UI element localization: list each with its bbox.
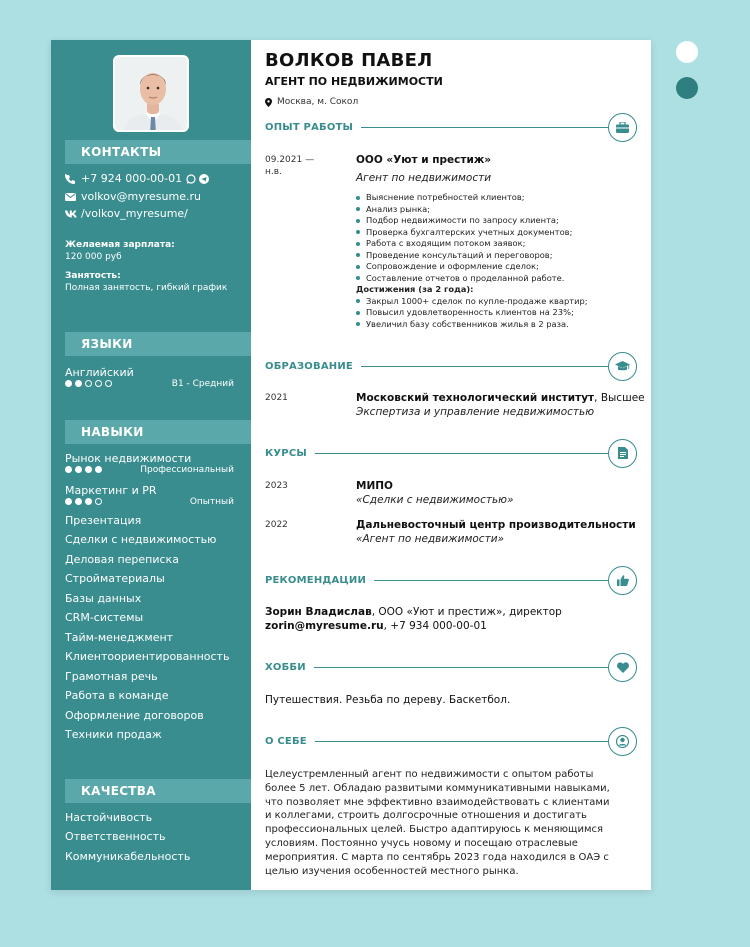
level-dot [75,498,82,505]
mail-icon [65,193,81,201]
quality-item: Ответственность [65,830,166,843]
decor-circle-teal [676,77,698,99]
language-level-dots [65,380,112,387]
skill-item: Базы данных [65,592,142,605]
salary-value: 120 000 руб [65,252,122,262]
education-degree: , Высшее [594,392,645,404]
decor-circle-white [676,41,698,63]
phone-row [65,172,209,185]
course-name: «Агент по недвижимости» [356,533,505,545]
experience-date: 09.2021 — [265,155,315,165]
level-dot [105,380,112,387]
phone-number[interactable]: +7 924 000-00-01 [81,172,183,185]
course-year: 2023 [265,481,288,491]
briefcase-icon [608,113,637,142]
duty-item: Проверка бухгалтерских учетных документов; [356,227,588,239]
email-row [65,190,201,203]
achievement-item: Повысил удовлетворенность клиентов на 23%; [356,307,588,319]
achievement-item: Закрыл 1000+ сделок по купле-продаже квартир; [356,296,588,308]
employment-value: Полная занятость, гибкий график [65,283,228,293]
course-org: Дальневосточный центр производительности [356,519,636,531]
phone-icon [65,174,81,184]
about-text: Целеустремленный агент по недвижимости с опытом работы более 5 лет. Обладаю развитыми коммуникативными навыками, что позволяет мне эффективно взаимодействовать с клиентами и коллегами, строить долгосрочные отношения и достигать профессиональных целей. Быстро адаптируюсь к меняющимся условиям. Постоянно учусь новому и посещаю отраслевые мероприятия. С марта по сентябрь 2023 года находился в ОАЭ с целью изучения особенностей местного рынка. [265,769,610,877]
skill-item: Сделки с недвижимостью [65,533,217,546]
level-dot [65,466,72,473]
duty-item: Проведение консультаций и переговоров; [356,250,588,262]
skill-item: Стройматериалы [65,572,165,585]
duty-item: Анализ рынка; [356,204,588,216]
duty-item: Работа с входящим потоком заявок; [356,238,588,250]
vk-row [65,207,188,220]
recommendations-title: РЕКОМЕНДАЦИИ [265,574,367,586]
recommendation-company: , ООО «Уют и престиж», директор [371,606,562,618]
level-dot [85,498,92,505]
section-divider [374,580,608,581]
user-icon [608,727,637,756]
level-dot [85,466,92,473]
languages-header: ЯЗЫКИ [65,332,251,356]
courses-title: КУРСЫ [265,447,307,459]
experience-section-header [265,112,637,142]
recommendation-email[interactable]: zorin@myresume.ru [265,620,384,632]
quality-item: Коммуникабельность [65,850,191,863]
skill-item: Деловая переписка [65,553,179,566]
experience-duties-list [356,192,588,330]
thumbs-up-icon [608,566,637,595]
experience-company: ООО «Уют и престиж» [356,154,492,166]
email-link[interactable]: volkov@myresume.ru [81,190,201,203]
skill-level: Опытный [189,497,234,507]
contacts-header: КОНТАКТЫ [65,140,251,164]
experience-title: ОПЫТ РАБОТЫ [265,121,354,133]
level-dot [95,380,102,387]
duty-item: Составление отчетов о проделанной работе. [356,273,588,285]
course-name: «Сделки с недвижимостью» [356,494,514,506]
level-dot [75,380,82,387]
candidate-name: ВОЛКОВ ПАВЕЛ [265,50,433,71]
skill-item: Работа в команде [65,689,169,702]
skill-item: Грамотная речь [65,670,158,683]
skill-level: Профессиональный [140,465,234,475]
education-specialty: Экспертиза и управление недвижимостью [356,406,595,418]
quality-item: Настойчивость [65,811,153,824]
duty-item: Подбор недвижимости по запросу клиента; [356,215,588,227]
vk-icon [65,210,81,218]
heart-icon [608,653,637,682]
recommendations-section-header [265,565,637,595]
avatar [113,55,189,132]
level-dot [65,380,72,387]
hobby-text: Путешествия. Резьба по дереву. Баскетбол. [265,694,511,706]
level-dot [95,466,102,473]
about-section-header [265,726,637,756]
education-institution-line [356,392,645,404]
recommendation-contact-line [265,620,487,632]
skill-item: Клиентоориентированность [65,650,230,663]
education-section-header [265,351,637,381]
vk-link[interactable]: /volkov_myresume/ [81,207,188,220]
recommendation-phone: , +7 934 000-00-01 [383,620,487,632]
skill-level-dots [65,498,102,505]
skill-rated-name: Рынок недвижимости [65,452,192,465]
sidebar [51,40,251,890]
language-level: B1 - Средний [171,379,234,389]
section-divider [315,453,608,454]
skill-item: Оформление договоров [65,709,204,722]
candidate-role: АГЕНТ ПО НЕДВИЖИМОСТИ [265,75,443,88]
graduation-cap-icon [608,352,637,381]
salary-label: Желаемая зарплата: [65,240,175,250]
skill-level-dots [65,466,102,473]
skill-item: Техники продаж [65,728,162,741]
hobby-title: ХОББИ [265,661,306,673]
duty-item: Выяснение потребностей клиентов; [356,192,588,204]
education-year: 2021 [265,393,288,403]
skill-item: Презентация [65,514,142,527]
education-institution: Московский технологический институт [356,392,595,404]
recommendation-person: Зорин Владислав [265,606,372,618]
skill-item: CRM-системы [65,611,144,624]
hobby-section-header [265,652,637,682]
document-icon [608,439,637,468]
skill-rated-name: Маркетинг и PR [65,484,157,497]
about-title: О СЕБЕ [265,735,307,747]
experience-date-end: н.в. [265,167,282,177]
duty-item: Сопровождение и оформление сделок; [356,261,588,273]
whatsapp-icon[interactable] [186,174,196,184]
telegram-icon[interactable] [199,174,209,184]
section-divider [361,127,608,128]
section-divider [315,741,608,742]
section-divider [314,667,608,668]
level-dot [95,498,102,505]
level-dot [75,466,82,473]
level-dot [85,380,92,387]
recommendation-person-line [265,606,562,618]
courses-section-header [265,438,637,468]
section-divider [361,366,608,367]
location-text: Москва, м. Сокол [277,97,359,107]
map-pin-icon [265,98,272,107]
resume-sheet [51,40,651,890]
qualities-header: КАЧЕСТВА [65,779,251,803]
skill-item: Тайм-менеджмент [65,631,174,644]
course-org: МИПО [356,480,393,492]
achievement-item: Увеличил базу собственников жилья в 2 раза. [356,319,588,331]
employment-label: Занятость: [65,271,121,281]
achievements-title: Достижения (за 2 года): [356,284,474,294]
course-year: 2022 [265,520,288,530]
language-name: Английский [65,366,134,379]
experience-position: Агент по недвижимости [356,172,492,184]
education-title: ОБРАЗОВАНИЕ [265,360,353,372]
level-dot [65,498,72,505]
skills-header: НАВЫКИ [65,420,251,444]
location [265,97,358,107]
